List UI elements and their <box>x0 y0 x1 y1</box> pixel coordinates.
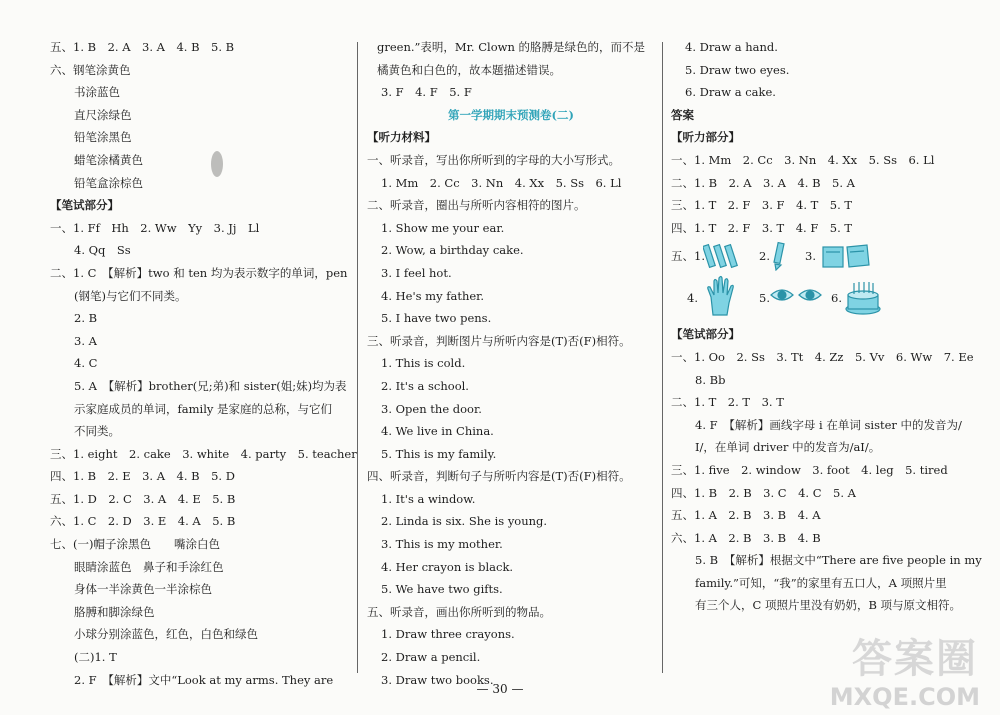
text-line: 铅笔涂黑色 <box>74 130 132 145</box>
answer-drawings-row-2 <box>671 275 971 323</box>
column-right <box>671 36 982 617</box>
text-line: 七、(一)帽子涂黑色 嘴涂白色 <box>50 537 220 552</box>
text-line: 4. Draw a hand. <box>685 40 778 54</box>
text-line: 三、1. eight 2. cake 3. white 4. party 5. teacher <box>50 446 357 461</box>
text-line: green.”表明，Mr. Clown 的胳膊是绿色的，而不是 <box>377 40 646 54</box>
text-line: 铅笔盒涂棕色 <box>74 175 143 190</box>
text-line: 橘黄色和白色的，故本题描述错误。 <box>377 62 561 77</box>
column-divider-right <box>662 42 663 673</box>
text-line: 二、1. C 【解析】two 和 ten 均为表示数字的单词，pen <box>50 265 348 280</box>
text-line: (二)1. T <box>74 650 117 665</box>
text-line: 四、1. B 2. B 3. C 4. C 5. A <box>671 485 856 500</box>
three-crayons-icon <box>703 241 749 271</box>
text-line: 1. Mm 2. Cc 3. Nn 4. Xx 5. Ss 6. Ll <box>381 175 622 190</box>
text-line: 4. C <box>74 356 98 371</box>
pencil-icon <box>771 241 787 271</box>
text-line: 2. It's a school. <box>381 378 469 393</box>
text-line: 5. A 【解析】brother(兄;弟)和 sister(姐;妹)均为表 <box>74 378 347 393</box>
text-line: 二、1. T 2. T 3. T <box>671 395 784 410</box>
text-line: 5. We have two gifts. <box>381 582 503 597</box>
two-eyes-icon <box>769 283 825 307</box>
drawing-label-2: 2. <box>759 249 770 264</box>
text-line: 1. This is cold. <box>381 356 466 371</box>
text-line: 四、1. B 2. E 3. A 4. B 5. D <box>50 469 235 484</box>
text-line: 六、钢笔涂黄色 <box>50 62 131 77</box>
text-line: 4. Her crayon is black. <box>381 559 514 574</box>
text-line: 书涂蓝色 <box>74 85 120 100</box>
ink-smudge <box>211 151 223 177</box>
text-line: 三、1. five 2. window 3. foot 4. leg 5. tired <box>671 462 948 477</box>
text-line: 1. Show me your ear. <box>381 220 505 235</box>
text-line: 五、1. D 2. C 3. A 4. E 5. B <box>50 491 236 506</box>
drawing-label-3: 3. <box>805 249 816 264</box>
section-heading: 第一学期期末预测卷(二) <box>448 107 574 122</box>
watermark <box>802 627 992 711</box>
text-line: 六、1. A 2. B 3. B 4. B <box>671 530 821 545</box>
text-line: 4. Qq Ss <box>74 243 131 258</box>
text-line: 一、1. Ff Hh 2. Ww Yy 3. Jj Ll <box>50 220 260 235</box>
section-heading: 【笔试部分】 <box>50 198 119 213</box>
text-line: 3. I feel hot. <box>381 265 452 280</box>
column-right-top <box>671 36 971 239</box>
column-left <box>50 36 357 691</box>
text-line: 示家庭成员的单词，family 是家庭的总称，与它们 <box>74 401 333 416</box>
text-line: 5. B 【解析】根据文中“There are five people in my <box>695 553 982 568</box>
text-line: 小球分别涂蓝色，红色，白色和绿色 <box>74 627 258 642</box>
text-line: 2. Linda is six. She is young. <box>381 514 548 529</box>
text-line: 1. It's a window. <box>381 491 476 506</box>
text-line: 5. This is my family. <box>381 446 497 461</box>
watermark-url: MXQE.COM <box>829 683 980 711</box>
text-line: 直尺涂绿色 <box>74 107 132 122</box>
text-line: 五、听录音，画出你所听到的物品。 <box>367 604 551 619</box>
text-line: 六、1. C 2. D 3. E 4. A 5. B <box>50 514 236 529</box>
text-line: 二、1. B 2. A 3. A 4. B 5. A <box>671 175 855 190</box>
text-line: 二、听录音，圈出与所听内容相符的图片。 <box>367 198 586 213</box>
text-line: 5. Draw two eyes. <box>685 62 790 77</box>
text-line: 不同类。 <box>74 424 120 439</box>
two-books-icon <box>821 241 871 271</box>
text-line: (钢笔)与它们不同类。 <box>74 288 187 303</box>
section-heading: 【听力材料】 <box>367 130 436 145</box>
drawing-label-6: 6. <box>831 291 842 306</box>
text-line: 3. A <box>74 333 97 348</box>
text-line: 2. Wow, a birthday cake. <box>381 243 524 258</box>
text-line: 8. Bb <box>695 372 726 387</box>
text-line: 一、听录音，写出你所听到的字母的大小写形式。 <box>367 152 620 167</box>
text-line: 1. Draw three crayons. <box>381 627 515 642</box>
section-heading: 【笔试部分】 <box>671 327 740 342</box>
column-divider-left <box>357 42 358 673</box>
birthday-cake-icon <box>843 277 883 317</box>
hand-icon <box>705 275 739 317</box>
text-line: 有三个人，C 项照片里没有奶奶，B 项与原文相符。 <box>695 598 962 613</box>
text-line: 2. B <box>74 311 98 326</box>
text-line: 4. F 【解析】画线字母 i 在单词 sister 中的发音为/ <box>695 417 962 432</box>
text-line: 3. Draw two books. <box>381 672 494 687</box>
text-line: 5. I have two pens. <box>381 311 492 326</box>
answer-drawings-row-1 <box>671 239 971 275</box>
text-line: 一、1. Mm 2. Cc 3. Nn 4. Xx 5. Ss 6. Ll <box>671 152 935 167</box>
text-line: 四、1. T 2. F 3. T 4. F 5. T <box>671 220 853 235</box>
text-line: 三、1. T 2. F 3. F 4. T 5. T <box>671 198 853 213</box>
text-line: 4. We live in China. <box>381 424 494 439</box>
watermark-logo-text: 答案圈 <box>852 636 978 682</box>
text-line: 2. Draw a pencil. <box>381 650 481 665</box>
section-heading: 答案 <box>671 107 694 122</box>
text-line: 三、听录音，判断图片与所听内容是(T)否(F)相符。 <box>367 333 631 348</box>
text-line: 四、听录音，判断句子与所听内容是(T)否(F)相符。 <box>367 469 631 484</box>
text-line: 五、1. A 2. B 3. B 4. A <box>671 508 821 523</box>
text-line: 身体一半涂黄色一半涂棕色 <box>74 582 212 597</box>
section-heading: 【听力部分】 <box>671 130 740 145</box>
text-line: 4. He's my father. <box>381 288 485 303</box>
drawing-label-4: 4. <box>687 291 698 306</box>
text-line: I/，在单词 driver 中的发音为/aI/。 <box>695 440 881 455</box>
drawing-label-1: 五、1. <box>671 249 705 264</box>
text-line: 6. Draw a cake. <box>685 85 776 100</box>
page-number: — 30 — <box>476 682 524 696</box>
drawing-label-5: 5. <box>759 291 770 306</box>
text-line: 3. F 4. F 5. F <box>381 85 472 100</box>
text-line: 3. This is my mother. <box>381 537 503 552</box>
text-line: 2. F 【解析】文中“Look at my arms. They are <box>74 672 334 687</box>
text-line: 一、1. Oo 2. Ss 3. Tt 4. Zz 5. Vv 6. Ww 7. Ee <box>671 349 974 364</box>
text-line: 3. Open the door. <box>381 401 482 416</box>
text-line: 胳膊和脚涂绿色 <box>74 604 155 619</box>
text-line: 眼睛涂蓝色 鼻子和手涂红色 <box>74 559 224 574</box>
text-line: family.”可知，“我”的家里有五口人，A 项照片里 <box>695 575 947 590</box>
text-line: 五、1. B 2. A 3. A 4. B 5. B <box>50 40 235 54</box>
column-right-bottom <box>671 323 982 617</box>
column-middle <box>367 36 655 691</box>
text-line: 蜡笔涂橘黄色 <box>74 152 143 167</box>
